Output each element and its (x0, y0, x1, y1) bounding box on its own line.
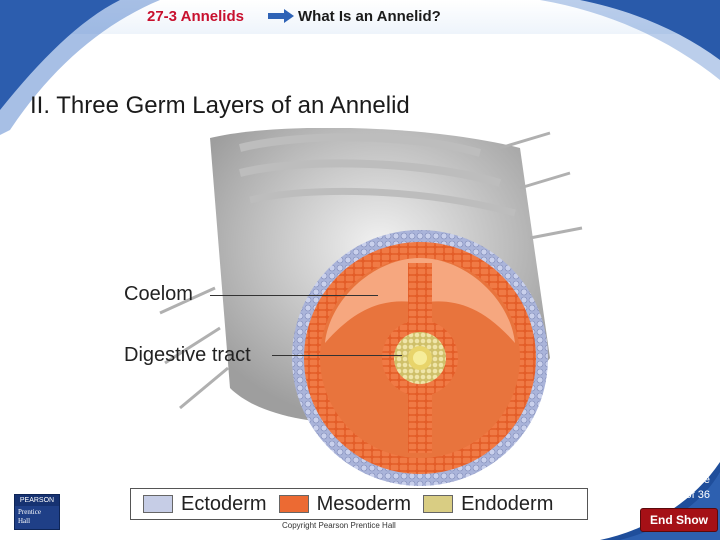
digestive-tract-leader-line (272, 355, 402, 356)
label-digestive-tract: Digestive tract (124, 344, 251, 366)
breadcrumb-section[interactable]: 27-3 Annelids (147, 8, 244, 25)
slide-counter (676, 473, 710, 503)
publisher-logo-line-2: Hall (18, 517, 31, 525)
legend-label-endoderm: Endoderm (461, 492, 554, 515)
coelom-leader-line (210, 295, 378, 296)
publisher-logo (14, 494, 60, 530)
publisher-logo-line-1: Prentice (18, 508, 41, 516)
germ-layer-legend (130, 488, 588, 520)
legend-item-ectoderm (143, 493, 267, 516)
legend-swatch-ectoderm (143, 495, 173, 513)
annelid-cross-section-illustration (120, 128, 600, 488)
legend-swatch-endoderm (423, 495, 453, 513)
legend-label-mesoderm: Mesoderm (316, 492, 412, 515)
legend-item-endoderm (423, 493, 553, 516)
slide-counter-label: Slide (685, 474, 710, 486)
legend-swatch-mesoderm (279, 495, 309, 513)
slide-counter-value: 3 of 36 (676, 489, 710, 501)
breadcrumb-topic[interactable]: What Is an Annelid? (298, 8, 441, 25)
label-coelom: Coelom (124, 283, 193, 305)
arrow-right-icon (268, 9, 294, 23)
legend-item-mesoderm (279, 493, 411, 516)
legend-label-ectoderm: Ectoderm (181, 492, 267, 515)
page-title: II. Three Germ Layers of an Annelid (30, 92, 410, 119)
copyright-text: Copyright Pearson Prentice Hall (282, 521, 396, 530)
publisher-logo-bottom (18, 508, 41, 526)
publisher-logo-top: PEARSON (15, 495, 59, 506)
end-show-button[interactable]: End Show (640, 508, 718, 532)
